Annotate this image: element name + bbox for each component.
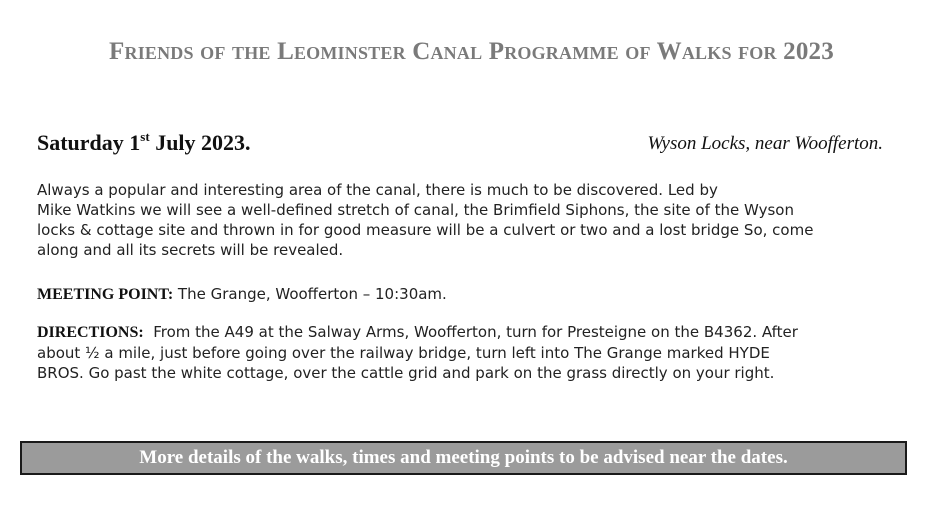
description-line: Always a popular and interesting area of the canal, there is much to be discovered. Led by xyxy=(37,181,718,199)
page-heading: Friends of the Leominster Canal Programme of Walks for 2023 xyxy=(109,38,834,65)
info-banner: More details of the walks, times and meeting points to be advised near the dates. xyxy=(20,441,907,475)
description-line: along and all its secrets will be revealed. xyxy=(37,241,344,259)
directions xyxy=(37,322,897,383)
event-date-month-year: July 2023. xyxy=(149,130,251,155)
meeting-point xyxy=(37,284,897,305)
event-description xyxy=(37,180,897,260)
event-location: Wyson Locks, near Woofferton. xyxy=(647,133,883,154)
description-line: locks & cottage site and thrown in for good measure will be a culvert or two and a lost bridge So, come xyxy=(37,221,814,239)
meeting-point-label: MEETING POINT: xyxy=(37,286,174,303)
event-date-ordinal: st xyxy=(140,129,150,144)
meeting-point-text: The Grange, Woofferton – 10:30am. xyxy=(173,285,447,303)
directions-label: DIRECTIONS: xyxy=(37,324,144,341)
directions-line: From the A49 at the Salway Arms, Woofferton, turn for Presteigne on the B4362. After xyxy=(143,323,798,341)
event-date-day: Saturday 1 xyxy=(37,130,141,155)
directions-line: about ½ a mile, just before going over the railway bridge, turn left into The Grange marked HYDE xyxy=(37,344,770,362)
event-date xyxy=(37,130,251,156)
description-line: Mike Watkins we will see a well-defined stretch of canal, the Brimfield Siphons, the site of the Wyson xyxy=(37,201,794,219)
directions-line: BROS. Go past the white cottage, over the cattle grid and park on the grass directly on your right. xyxy=(37,364,775,382)
